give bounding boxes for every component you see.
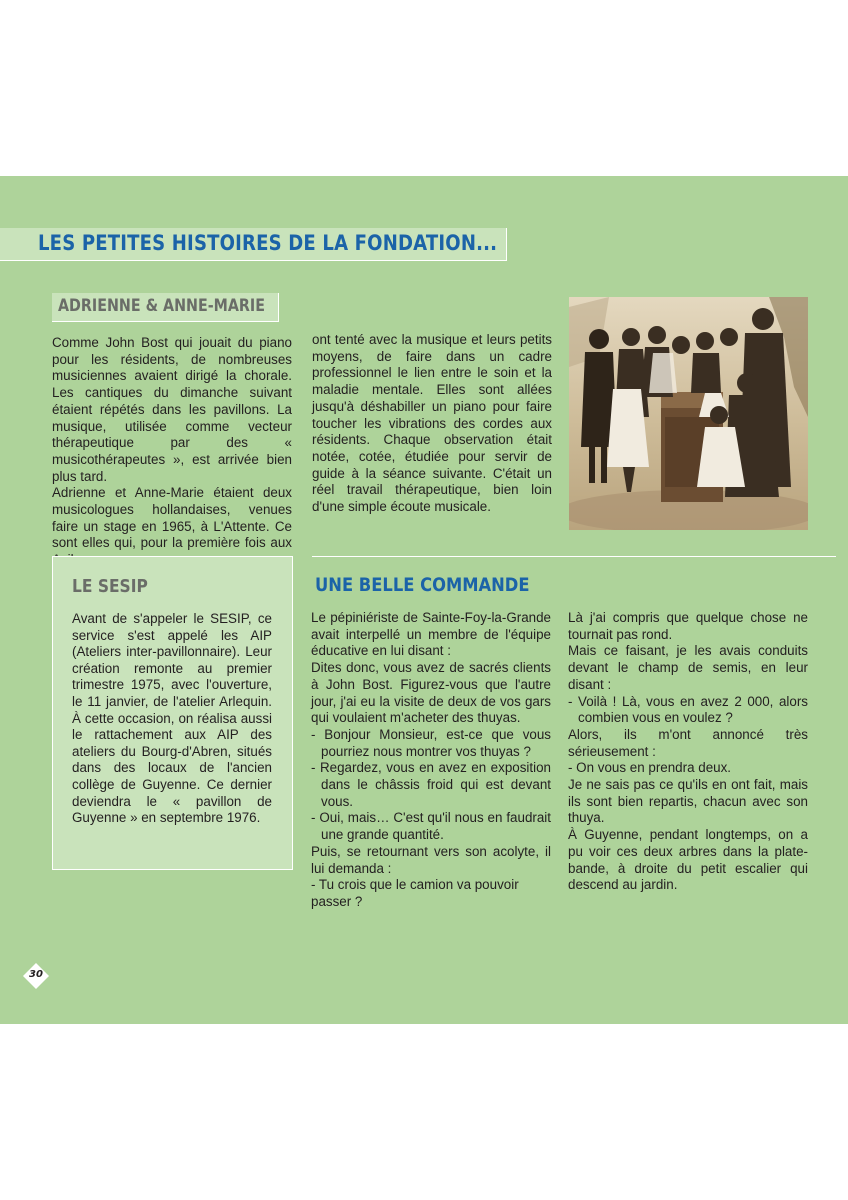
commande-paragraph: Dites donc, vous avez de sacrés clients à John Bost. Figurez-vous que l'autre jour, j'ai eu la visite de deux de vos gars qui voulaient m'acheter des thuyas. (311, 660, 551, 726)
commande-paragraph: Alors, ils m'ont annoncé très sérieusement : (568, 726, 808, 759)
commande-column-2 (568, 610, 808, 894)
adrienne-paragraph-2: Adrienne et Anne-Marie étaient deux musicologues hollandaises, venues faire un stage en 1965, à L'Attente. Ce sont elles qui, pour la première fois aux (52, 485, 292, 551)
adrienne-paragraph-1: Comme John Bost qui jouait du piano pour les résidents, de nombreuses musiciennes avaient dirigé la chorale. Les cantiques du dimanche suivant étaient répétés dans les pavillons. La musique, utilisée comme vecteur thérapeutique par des « musicothérapeutes », est arrivée bien plus tard. (52, 335, 292, 484)
section-divider (312, 556, 836, 557)
sesip-title: LE SESIP (72, 576, 148, 597)
commande-paragraph: Le pépiniériste de Sainte-Foy-la-Grande avait interpellé un membre de l'équipe éducative en lui disant : (311, 610, 551, 659)
commande-paragraph: À Guyenne, pendant longtemps, on a pu voir ces deux arbres dans la plate-bande, à droite du petit escalier qui descend au jardin. (568, 827, 808, 893)
commande-paragraph: Là j'ai compris que quelque chose ne tournait pas rond. (568, 610, 808, 642)
main-title-bar (0, 228, 507, 261)
commande-dialogue-line: - Oui, mais… C'est qu'il nous en faudrait une grande quantité. (311, 810, 551, 843)
adrienne-title-bar (52, 293, 279, 322)
sesip-box (52, 556, 293, 870)
page-number: 30 (29, 969, 43, 980)
adrienne-title: ADRIENNE & ANNE-MARIE (58, 296, 265, 316)
adrienne-paragraph-3: ont tenté avec la musique et leurs petits moyens, de faire dans un cadre professionnel le lien entre le soin et la maladie mentale. Elles sont allées jusqu'à déshabiller un piano pour faire toucher les vibrations des cordes aux résidents. Chaque observation était notée, cotée, étudiée pour servir de guide à la séance suivante. C'était un réel travail thérapeutique, bien loin d'une simple écoute musicale. (312, 332, 552, 515)
commande-dialogue-line: - On vous en prendra deux. (568, 760, 732, 776)
commande-title: UNE BELLE COMMANDE (315, 574, 530, 596)
sesip-text: Avant de s'appeler le SESIP, ce service s'est appelé les AIP (Ateliers inter-pavillonnaire). Leur création remonte au premier trimestre 1975, avec l'ouverture, le 11 janvier, de l'atelier Arlequin. À cette occasion, on réalisa aussi le rattachement aux AIP des ateliers du Bourg-d'Abren, situés dans des locaux de l'ancien collège de Guyenne. Ce dernier deviendra le « pavillon de Guyenne » en septembre 1976. (72, 611, 272, 826)
commande-dialogue-line: - Tu crois que le camion va pouvoir passer ? (311, 877, 519, 909)
historical-photo-children-piano (569, 297, 808, 530)
commande-dialogue-line: - Voilà ! Là, vous en avez 2 000, alors combien vous en voulez ? (568, 693, 808, 726)
commande-dialogue-line: - Bonjour Monsieur, est-ce que vous pourriez nous montrer vos thuyas ? (311, 726, 551, 759)
page-number-badge (22, 962, 50, 990)
adrienne-column-1 (52, 335, 292, 569)
adrienne-column-2 (312, 332, 552, 516)
commande-paragraph: Je ne sais pas ce qu'ils en ont fait, mais ils sont bien repartis, chacun avec son thuya. (568, 777, 808, 826)
commande-paragraph: Mais ce faisant, je les avais conduits devant le champ de semis, en leur disant : (568, 643, 808, 692)
photo-illustration (569, 297, 808, 530)
commande-paragraph: Puis, se retournant vers son acolyte, il lui demanda : (311, 843, 551, 876)
commande-dialogue-line: - Regardez, vous en avez en exposition dans le châssis froid qui est devant vous. (311, 760, 551, 809)
commande-column-1 (311, 610, 551, 911)
main-title: LES PETITES HISTOIRES DE LA FONDATION... (38, 231, 498, 255)
